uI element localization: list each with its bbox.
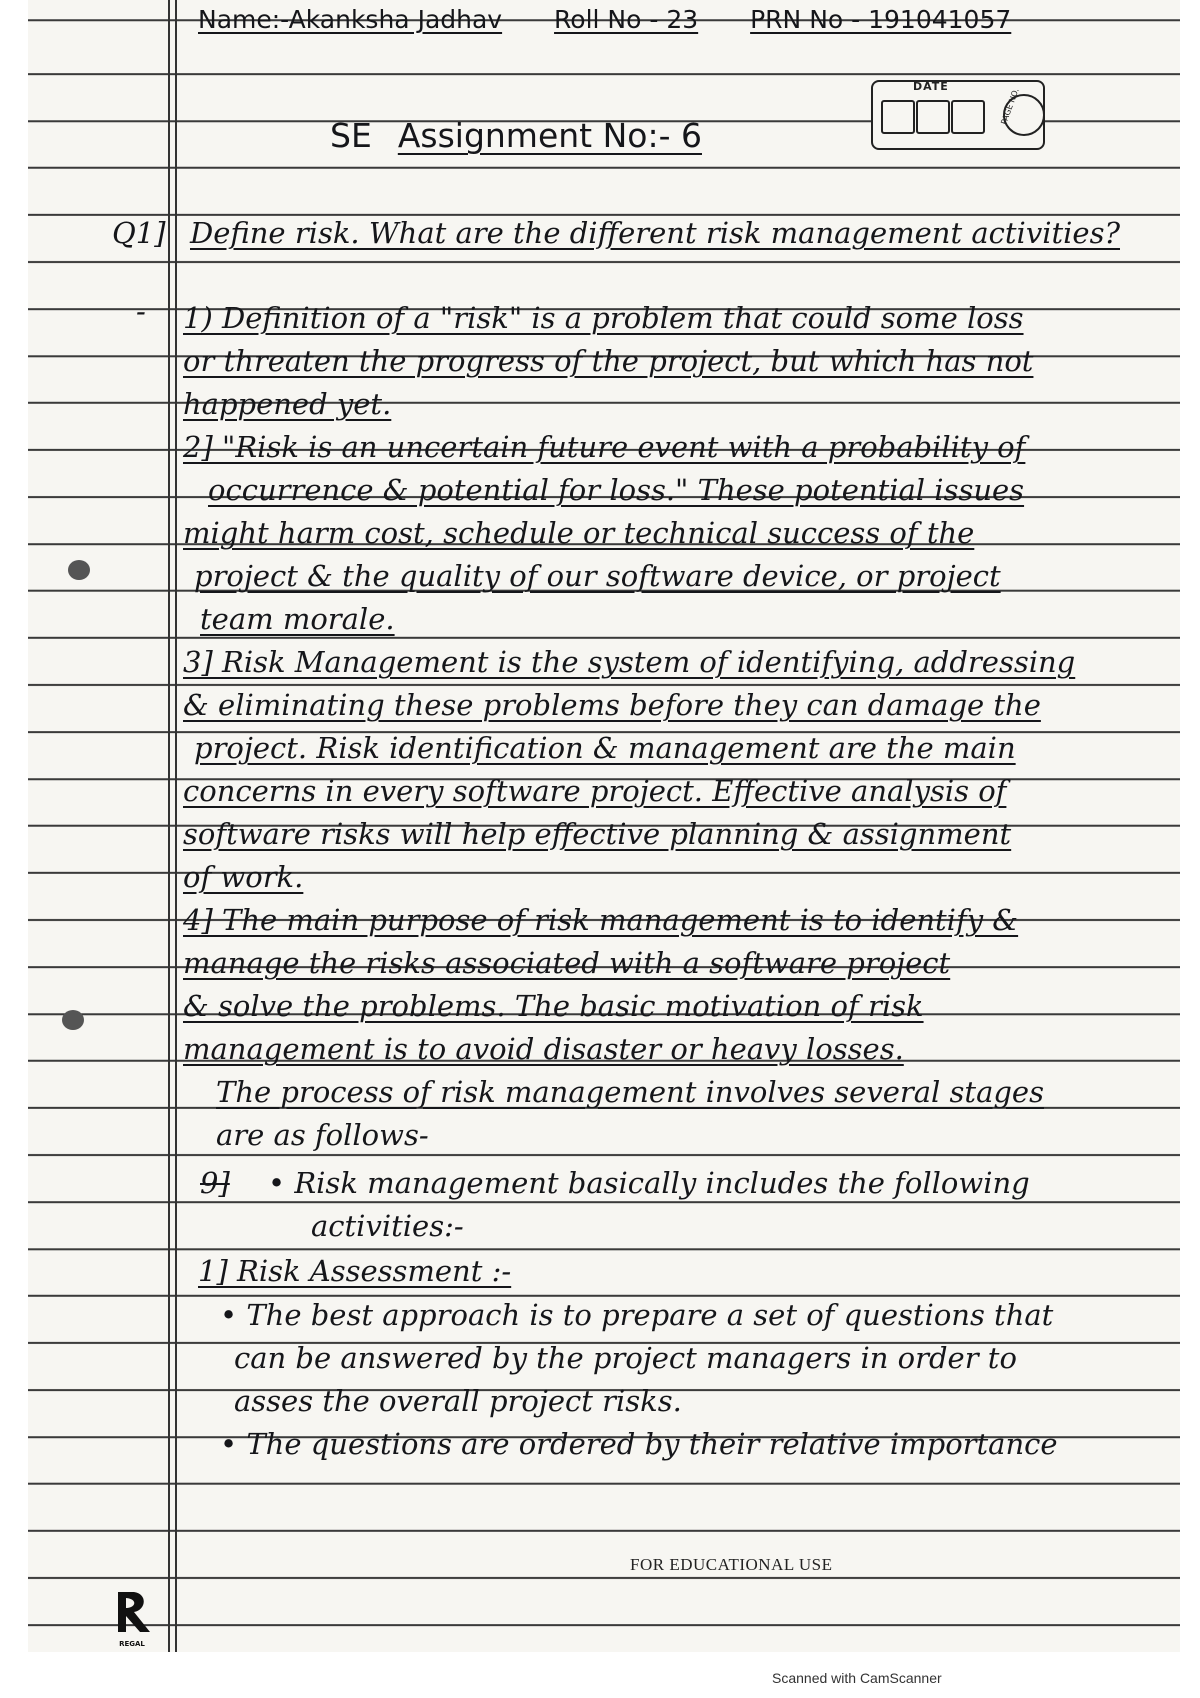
notebook-page [28,0,1180,1652]
answer-line: project & the quality of our software device, or project [194,559,1001,593]
answer-line: are as follows- [216,1118,429,1152]
margin-line-left-inner [175,0,177,1652]
answer-line: of work. [183,860,304,894]
date-label: DATE [913,80,949,93]
answer-line: team morale. [200,602,395,636]
answer-line: software risks will help effective planning & assignment [183,817,1012,851]
question-number: Q1] [112,216,166,250]
answer-line: The process of risk management involves several stages [216,1075,1044,1109]
answer-line: • The best approach is to prepare a set of questions that [220,1298,1054,1332]
date-cell [951,100,985,134]
answer-line: happened yet. [183,387,392,421]
answer-line: asses the overall project risks. [234,1384,682,1418]
subject-label: SE [330,116,372,155]
student-name: Name:-Akanksha Jadhav [198,5,503,34]
page-title [330,116,702,155]
answer-line: & eliminating these problems before they can damage the [183,688,1041,722]
punch-hole-mark [68,560,90,580]
answer-line: might harm cost, schedule or technical success of the [183,516,975,550]
prn-number: PRN No - 191041057 [750,5,1012,34]
punch-hole-mark [62,1010,84,1030]
answer-line: activities:- [311,1209,464,1243]
date-cell [916,100,950,134]
answer-line: management is to avoid disaster or heavy losses. [183,1032,904,1066]
logo-text: REGAL [119,1640,145,1648]
subheading-risk-assessment: 1] Risk Assessment :- [198,1254,512,1288]
answer-line: occurrence & potential for loss." These potential issues [208,473,1025,507]
struck-number: 9] [200,1166,230,1200]
assignment-label: Assignment No:- 6 [397,116,702,155]
answer-line: • The questions are ordered by their relative importance [220,1427,1058,1461]
answer-line: 3] Risk Management is the system of identifying, addressing [183,645,1076,679]
date-page-box [871,80,1045,150]
answer-line: can be answered by the project managers in order to [234,1341,1017,1375]
answer-line: 1) Definition of a "risk" is a problem that could some loss [183,301,1024,335]
answer-line: project. Risk identification & management are the main [194,731,1016,765]
answer-line: • Risk management basically includes the following [268,1166,1030,1200]
answer-line: 2] "Risk is an uncertain future event with a probability of [183,430,1026,464]
page-number-circle [1003,94,1045,136]
answer-line: concerns in every software project. Effective analysis of [183,774,1007,808]
date-cell [881,100,915,134]
regal-logo-icon [112,1590,152,1634]
answer-line: & solve the problems. The basic motivation of risk [183,989,924,1023]
notebook-footer-note: FOR EDUCATIONAL USE [630,1555,833,1574]
answer-line: 4] The main purpose of risk management is to identify & [183,903,1019,937]
margin-line-left [168,0,170,1652]
page-no-label: PAGE NO. [999,87,1021,126]
student-header [198,0,1055,40]
question-text: Define risk. What are the different risk management activities? [190,216,1120,250]
scanner-watermark: Scanned with CamScanner [772,1670,942,1686]
answer-dash: - [136,294,146,328]
answer-line: or threaten the progress of the project, but which has not [183,344,1034,378]
answer-line: manage the risks associated with a software project [183,946,951,980]
roll-number: Roll No - 23 [554,5,699,34]
